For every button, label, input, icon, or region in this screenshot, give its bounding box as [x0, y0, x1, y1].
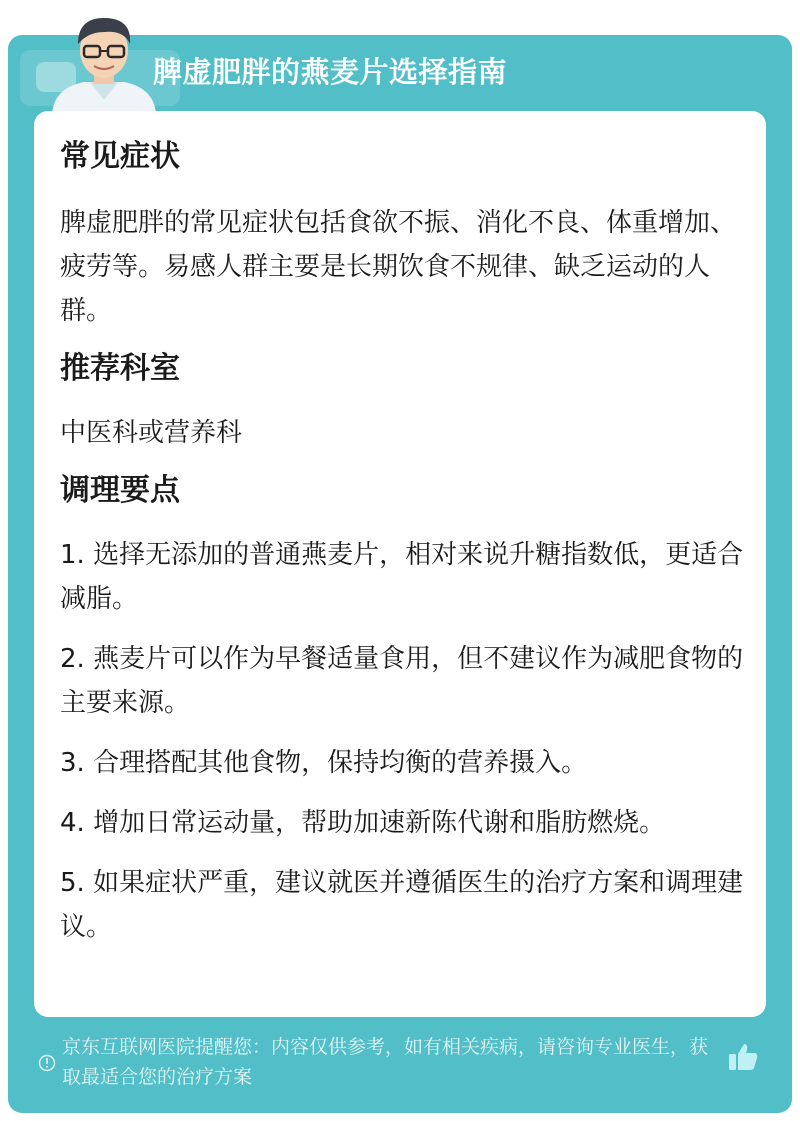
info-icon	[38, 1054, 56, 1072]
content-card	[34, 111, 766, 1017]
department-heading: 推荐科室	[60, 351, 180, 386]
tip-item: 1. 选择无添加的普通燕麦片，相对来说升糖指数低，更适合减脂。	[60, 540, 744, 614]
department-text: 中医科或营养科	[60, 418, 243, 448]
tip-item: 3. 合理搭配其他食物，保持均衡的营养摄入。	[60, 748, 588, 778]
disclaimer-text: 京东互联网医院提醒您：内容仅供参考，如有相关疾病，请咨询专业医生，获取最适合您的治疗方案	[62, 1036, 709, 1088]
page-title: 脾虚肥胖的燕麦片选择指南	[153, 55, 508, 89]
doctor-avatar	[44, 8, 164, 114]
symptoms-heading: 常见症状	[60, 139, 180, 174]
tip-item: 2. 燕麦片可以作为早餐适量食用，但不建议作为减肥食物的主要来源。	[60, 644, 744, 718]
tip-item: 5. 如果症状严重，建议就医并遵循医生的治疗方案和调理建议。	[60, 868, 744, 942]
tip-item: 4. 增加日常运动量，帮助加速新陈代谢和脂肪燃烧。	[60, 808, 666, 838]
thumbs-up-icon[interactable]	[726, 1040, 760, 1074]
tips-list	[60, 533, 750, 965]
symptoms-text: 脾虚肥胖的常见症状包括食欲不振、消化不良、体重增加、疲劳等。易感人群主要是长期饮食不规律、缺乏运动的人群。	[60, 208, 737, 326]
tips-heading: 调理要点	[60, 473, 180, 508]
